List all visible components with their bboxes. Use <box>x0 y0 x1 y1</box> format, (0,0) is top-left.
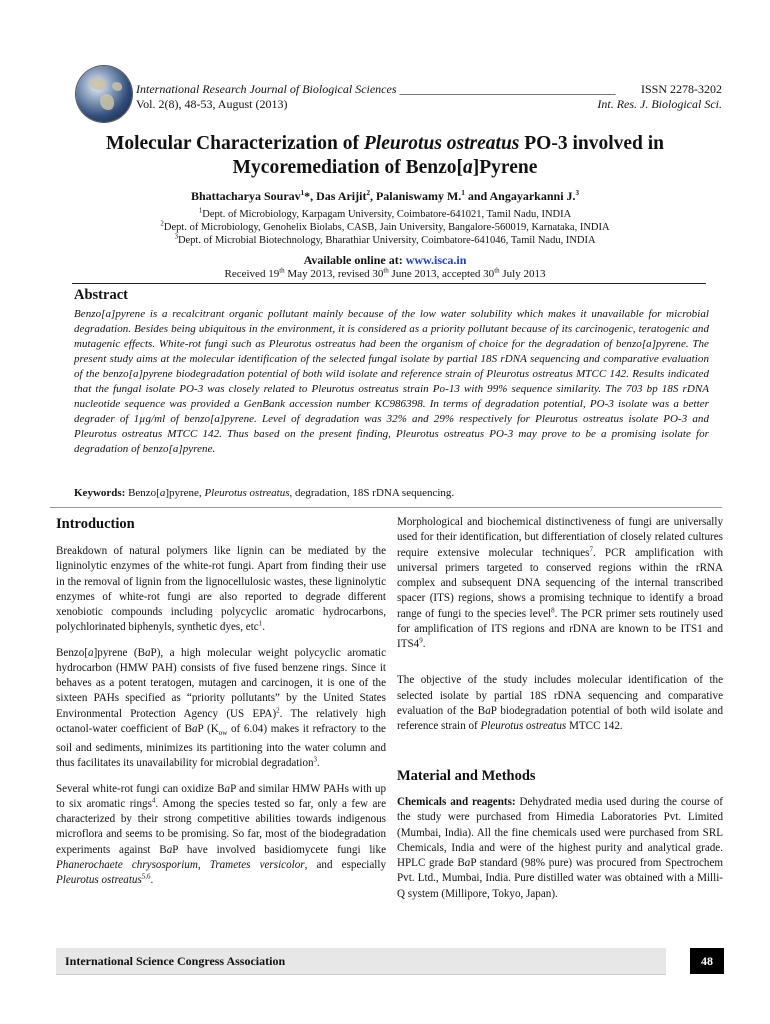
journal-header-right <box>597 82 722 112</box>
methods-paragraph <box>397 795 723 902</box>
keyword: ]pyrene, <box>165 487 205 499</box>
para-text: P (K <box>197 722 219 735</box>
author-list <box>0 189 770 204</box>
abstract-text: Benzo[a]pyrene is a recalcitrant organic pollutant mainly because of the low water solubility which makes it unavailable for microbial degradation. Besides being ubiquitous in the environment, it is considered as a priority pollutant because of its carcinogenic, teratogenic and mutagenic effects. White-rot fungi such as Pleurotus ostreatus had been the organism of choice for the degradation of benzo[a]pyrene. The present study aims at the molecular identification of the selected fungal isolate by partial 18S rDNA sequencing and comparative evaluation of the benzo[a]pyrene biodegradation potential of both wild isolate and reference strain of Pleurotus ostreatus MTCC 142. Results indicated that the fungal isolate PO-3 was closely related to Pleurotus ostreatus strain Po-13 with 99% sequence similarity. The 703 bp 18S rDNA nucleotide sequence was provided a GenBank accession number KC986398. In terms of degradation potential, PO-3 isolate was a better degrader of 1µg/ml of benzo[a]pyrene. Level of degradation was 32% and 29% respectively for Pleurotus ostreatus isolate PO-3 and Pleurotus ostreatus MTCC 142. Thus based on the present finding, Pleurotus ostreatus PO-3 may prove to be a promising isolate for degradation of benzo[a]pyrene. <box>74 308 709 455</box>
affil-text: Dept. of Microbiology, Genohelix Biolabs, CASB, Jain University, Bangalore-560019, Karnataka, INDIA <box>163 222 610 233</box>
date-sup: th <box>279 266 285 275</box>
journal-header-left <box>136 82 616 112</box>
intro-paragraph-4: Morphological and biochemical distinctiveness of fungi are universally used for their identification, but differentiation of closely related cultures require extensive molecular techniques$^7$. PCR amplification with universal primers targeted to conserved regions within the rRNA complex and subsequent DNA sequencing of the internal transcribed spacer (ITS) regions, shows a promising technique to identify a broad range of fungi to the species level$^8$. The PCR primer sets routinely used for amplification of ITS regions and rDNA are known to be ITS1 and $ITS4^9$. <box>397 516 724 650</box>
citation: 9 <box>419 636 423 645</box>
received-text: May 2013, revised 30 <box>284 268 384 280</box>
citation: 5,6 <box>141 872 151 881</box>
received-text: Received 19 <box>224 268 280 280</box>
author-name: Bhattacharya Sourav <box>190 189 301 203</box>
paper-title <box>0 132 770 180</box>
affil-text: Dept. of Microbial Biotechnology, Bharathiar University, Coimbatore-641046, Tamil Nadu, INDIA <box>177 235 596 246</box>
author-name: Angayarkanni J. <box>489 189 576 203</box>
species-name: Phanerochaete chrysosporium <box>56 858 198 871</box>
affil-sup: 2 <box>160 219 164 228</box>
para-text: P standard (98% pure) was procured from Spectrochem Pvt. Ltd., Mumbai, India. Pure distilled water was obtained with a Milli-Q system (Millipore, Tokyo, Japan). <box>397 857 723 900</box>
keyword: Benzo[ <box>128 487 160 499</box>
subscript: ow <box>218 728 228 737</box>
introduction-heading: Introduction <box>56 516 135 532</box>
left-column <box>56 544 386 898</box>
citation: 1 <box>258 619 263 628</box>
para-text: . The PCR primer sets routinely used for amplification of ITS regions and rDNA are known to be ITS1 and ITS4 <box>397 607 723 650</box>
title-part: PO-3 involved in <box>519 133 665 154</box>
para-text: a <box>145 646 151 659</box>
intro-paragraph-5 <box>397 673 723 734</box>
para-text: ]pyrene (B <box>93 646 145 659</box>
para-text: P have involved basidiomycete fungi like <box>172 843 386 856</box>
availability-label: Available online at: <box>303 253 406 267</box>
received-text: June 2013, accepted 30 <box>388 268 495 280</box>
journal-name: International Research Journal of Biological Sciences <box>136 82 397 96</box>
affil-sup: 1 <box>198 206 203 215</box>
para-text: Morphological and biochemical distinctiveness of fungi are universally used for their identification, but differentiation of closely related cultures require extensive molecular techniques <box>397 516 723 559</box>
intro-paragraph-1: Breakdown of natural polymers like lignin can be mediated by the ligninolytic enzymes of the white-rot fungi. Apart from finding their use in the removal of lignin from the lignocellulosic wastes, these ligninolytic enzymes of white-rot fungi are also reported to degrade different xenobiotic compounds including polycyclic aromatic hydrocarbons, polychlorinated biphenyls, synthetic dyes, etc$^1$. <box>56 545 386 634</box>
keyword: a <box>159 487 166 499</box>
species-name: Pleurotus ostreatus <box>56 874 142 887</box>
date-sup: th <box>494 266 500 275</box>
para-text: MTCC 142. <box>566 720 623 732</box>
author-sup: 1 <box>300 189 305 197</box>
abstract-divider <box>50 507 722 508</box>
para-text: a <box>464 857 471 869</box>
intro-paragraph-3: Several white-rot fungi can oxidize BaP and similar HMW PAHs with up to six aromatic rings$^4$. Among the species tested so far, only a few are characterized by their strong competitive abilities towards indigenous microflora and seems to be promising. So far, most of the biodegradation experiments against BaP have involved basidiomycete fungi like Phanerochaete chrysosporium, Trametes versicolor, and especially Pleurotus ostreatus$^{5,6}$. <box>56 782 387 887</box>
date-sup: th <box>383 266 389 275</box>
author-sep: , <box>369 189 376 203</box>
author-sup: 1 <box>461 189 465 197</box>
para-text: P biodegradation potential of both wild isolate and reference strain of <box>397 704 723 732</box>
citation: 8 <box>551 605 555 614</box>
affiliation-1 <box>0 208 770 221</box>
para-text: . PCR amplification with universal primers targeted to conserved regions within the rRNA complex and subsequent DNA sequencing of the internal transcribed spacer (ITS) regions, shows a promising technique to identify a broad range of fungi to the species level <box>397 546 724 620</box>
journal-logo-globe-icon <box>76 66 132 122</box>
abstract-heading: Abstract <box>74 287 128 303</box>
header-divider <box>72 283 706 284</box>
para-text: , <box>197 858 210 871</box>
para-text: a <box>166 843 173 856</box>
title-part: a <box>462 157 473 178</box>
received-text: July 2013 <box>499 268 546 280</box>
author-sep: and <box>464 189 490 203</box>
author-name: Palaniswamy M. <box>375 189 462 203</box>
author-name: Das Arijit <box>316 189 367 203</box>
para-text: a <box>88 646 94 659</box>
right-column <box>397 515 723 744</box>
title-part: Mycoremediation of Benzo[ <box>232 157 463 178</box>
para-text: Dehydrated media used during the course of the study were purchased from Himedia Laboratories Pvt. Limited (Mumbai, India). All the fine chemicals used were purchased from SRL Chemicals, India and were of the highest purity and analytical grade. HPLC grade B <box>397 796 723 869</box>
species-name: Pleurotus ostreatus <box>480 720 567 732</box>
para-text: . Among the species tested so far, only a few are characterized by their strong competitive abilities towards indigenous microflora and seems to be promising. So far, most of the biodegradation experiments against B <box>56 797 387 856</box>
footer-bar <box>56 948 666 975</box>
citation: 2 <box>276 705 280 714</box>
author-sep: *, <box>304 189 317 203</box>
title-part: Molecular Characterization of <box>105 133 364 154</box>
subsection-label: Chemicals and reagents: <box>397 796 516 808</box>
keywords <box>74 487 454 499</box>
received-dates <box>0 268 770 280</box>
para-text: P), a high molecular weight polycyclic aromatic hydrocarbon (HMW PAH) consists of five fused benzene rings. Since it behaves as a potent teratogen, mutagen and carcinogen, it is one of the sixteen PAHs specified as “priority pollutants” by the United States Environmental Protection Agency (US EPA) <box>56 646 386 720</box>
para-text: . The relatively high octanol-water coefficient of B <box>56 707 386 735</box>
affil-text: Dept. of Microbiology, Karpagam University, Coimbatore-641021, Tamil Nadu, INDIA <box>202 209 572 220</box>
page-number: 48 <box>690 948 724 974</box>
keywords-label: Keywords: <box>74 487 129 499</box>
keyword: , degradation, 18S rDNA sequencing. <box>289 487 455 499</box>
author-sup: 2 <box>366 189 370 197</box>
issn: ISSN 2278-3202 <box>640 82 722 96</box>
para-text: The objective of the study includes molecular identification of the selected isolate by partial 18S rDNA sequencing and comparative evaluation of the B <box>397 674 723 717</box>
para-text: , and especially <box>304 858 387 871</box>
keyword: Pleurotus ostreatus <box>204 487 290 499</box>
affiliation-2 <box>0 221 770 234</box>
title-part: ]Pyrene <box>472 157 538 178</box>
para-text: P and similar HMW PAHs with up to six aromatic rings <box>56 782 386 810</box>
para-text: of 6.04) makes it refractory to the soil and sediments, minimizes its partitioning into the water column and thus facilitates its unavailability for microbial degradation <box>56 722 386 770</box>
methods-heading: Material and Methods <box>397 768 536 784</box>
species-name: Trametes versicolor <box>209 858 305 871</box>
para-text: a <box>191 722 198 735</box>
para-text: a <box>224 782 231 795</box>
para-text: Several white-rot fungi can oxidize B <box>56 782 225 795</box>
citation: 7 <box>589 544 593 553</box>
citation: 4 <box>151 796 156 805</box>
header-rule: ____________________________________ <box>399 82 616 96</box>
volume-line: Vol. 2(8), 48-53, August (2013) <box>136 97 288 111</box>
para-text: Benzo[ <box>56 646 89 659</box>
footer-association: International Science Congress Association <box>65 954 286 968</box>
affil-sup: 3 <box>174 232 178 241</box>
journal-website-link[interactable]: www.isca.in <box>405 253 467 267</box>
affiliation-3 <box>0 234 770 247</box>
short-title: Int. Res. J. Biological Sci. <box>597 97 722 111</box>
author-sup: 3 <box>575 189 580 197</box>
title-species: Pleurotus ostreatus <box>363 133 520 154</box>
citation: 3 <box>313 755 318 764</box>
para-text: a <box>485 704 491 717</box>
para-text: Breakdown of natural polymers like lignin can be mediated by the ligninolytic enzymes of the white-rot fungi. Apart from finding their use in the removal of lignin from the lignocellulosic wastes, these ligninolytic enzymes of white-rot fungi are also reported to degrade different xenobiotic compounds including polycyclic aromatic hydrocarbons, polychlorinated biphenyls, synthetic dyes, etc <box>56 545 386 634</box>
intro-paragraph-2: Benzo[a]pyrene (BaP), a high molecular weight polycyclic aromatic hydrocarbon (HMW PAH) consists of five fused benzene rings. Since it behaves as a potent teratogen, mutagen and carcinogen, it is one of the sixteen PAHs specified as “priority pollutants” by the United States Environmental Protection Agency (US EPA)$^2$. The relatively high octanol-water coefficient of BaP ($K_{ow}$ of 6.04) makes it refractory to the soil and sediments, minimizes its partitioning into the water column and thus facilitates its unavailability for microbial degradation$^3$. <box>56 646 386 770</box>
